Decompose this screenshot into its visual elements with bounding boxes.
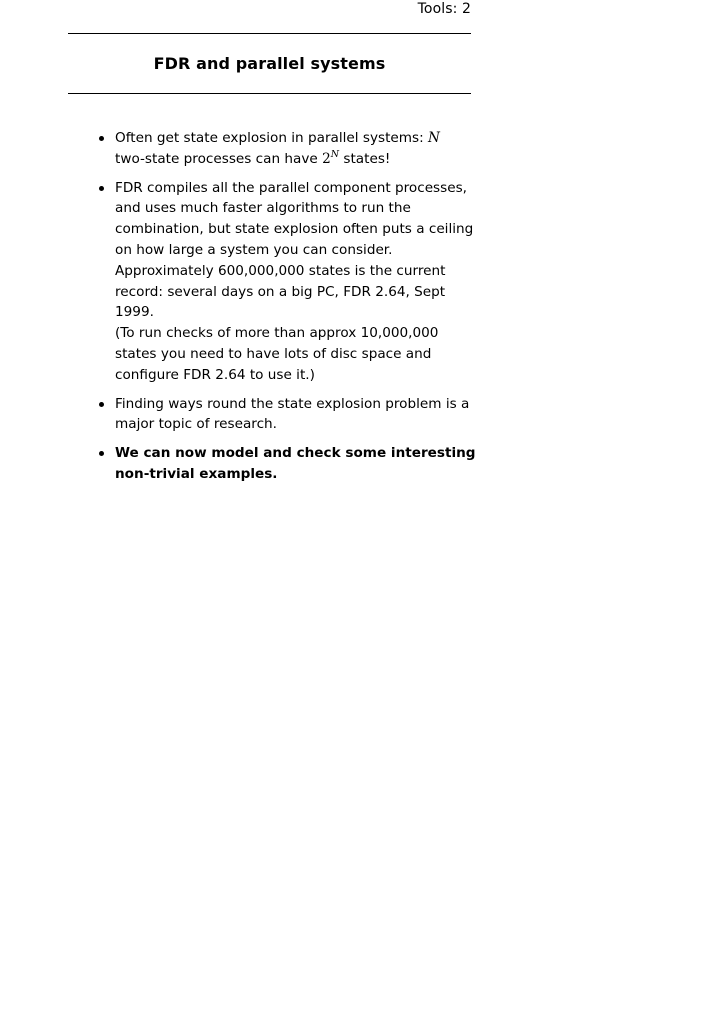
bullet-line: record: several days on a big PC, FDR 2.64, Sept — [115, 283, 446, 300]
bullet-line: states you need to have lots of disc space and — [115, 345, 432, 362]
bullet-line: 1999. — [115, 304, 154, 321]
bullet-item-fdr-compiles — [97, 178, 474, 386]
page-header-label: Tools: 2 — [417, 1, 471, 17]
bullet-item-conclusion — [97, 443, 476, 485]
bullet-list — [97, 128, 476, 493]
bullet-item-state-explosion — [97, 128, 469, 170]
math-exponent: N — [330, 148, 340, 160]
bullet-dot-icon — [99, 402, 104, 407]
bullet-dot-icon — [99, 136, 104, 141]
bullet-line: (To run checks of more than approx 10,000,000 — [115, 325, 439, 342]
bullet-line: combination, but state explosion often puts a ceiling — [115, 221, 474, 238]
bullet-line: We can now model and check some interesting — [115, 445, 476, 462]
bullet-text: states! — [339, 150, 391, 167]
top-divider — [68, 33, 471, 34]
bullet-line: Finding ways round the state explosion problem is a — [115, 395, 470, 412]
slide-title: FDR and parallel systems — [153, 54, 386, 73]
bullet-line — [115, 149, 469, 170]
bullet-line: Approximately 600,000,000 states is the current — [115, 262, 446, 279]
bullet-dot-icon — [99, 186, 104, 191]
bullet-line: major topic of research. — [115, 416, 277, 433]
bullet-dot-icon — [99, 451, 104, 456]
bullet-item-research-topic — [97, 394, 469, 436]
bullet-text: Often get state explosion in parallel systems: — [115, 130, 429, 146]
math-base: 2 — [322, 150, 331, 167]
bullet-line: on how large a system you can consider. — [115, 241, 393, 258]
bullet-line — [115, 128, 469, 149]
bullet-line: non-trivial examples. — [115, 465, 278, 482]
bullet-line: and uses much faster algorithms to run the — [115, 200, 411, 217]
bullet-line: configure FDR 2.64 to use it.) — [115, 366, 315, 383]
bullet-text: two-state processes can have — [115, 150, 323, 167]
math-variable: N — [428, 130, 440, 146]
bullet-line: FDR compiles all the parallel component processes, — [115, 179, 467, 196]
bottom-divider — [68, 93, 471, 94]
